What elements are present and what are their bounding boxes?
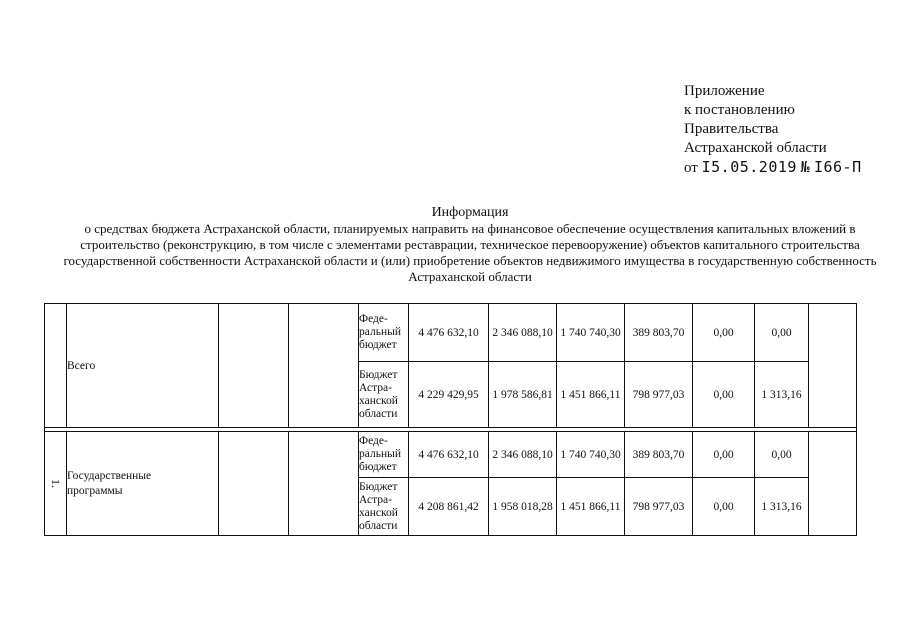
value-cell: 0,00: [755, 432, 809, 478]
funding-source: Бюджет Астра-ханской области: [359, 362, 409, 428]
approval-line-2: к постановлению: [684, 102, 795, 118]
row-index: [45, 304, 67, 428]
document-title: Информация: [431, 205, 509, 220]
empty-cell: [219, 432, 289, 536]
funding-source: Бюджет Астра-ханской области: [359, 478, 409, 536]
value-cell: 1 313,16: [755, 478, 809, 536]
value-cell: 1 740 740,30: [557, 432, 625, 478]
document-heading: [62, 205, 878, 285]
approval-number-sign: №: [800, 158, 811, 176]
row-label: Всего: [67, 304, 219, 428]
value-cell: 4 208 861,42: [409, 478, 489, 536]
document-subtitle: о средствах бюджета Астраханской области, планируемых направить на финансовое обеспечение осуществления капитальных вложений в строительство (реконструкцию, в том числе с элементами реставрации, техническое перевооружение) объектов капитального строительства государственной собственности Астраханской области и (или) приобретение объектов недвижимого имущества в государственную собственность Астраханской области: [63, 221, 877, 284]
approval-number: I66-П: [813, 158, 862, 176]
empty-cell: [289, 304, 359, 428]
value-cell: 2 346 088,10: [489, 432, 557, 478]
value-cell: 4 229 429,95: [409, 362, 489, 428]
value-cell: 1 313,16: [755, 362, 809, 428]
row-label-text: Государственные программы: [67, 469, 152, 497]
value-cell: 4 476 632,10: [409, 304, 489, 362]
value-cell: 798 977,03: [625, 362, 693, 428]
value-cell: 0,00: [755, 304, 809, 362]
value-cell: 1 451 866,11: [557, 478, 625, 536]
approval-line-4: Астраханской области: [684, 140, 827, 156]
budget-table: [44, 303, 857, 536]
row-index-text: 1.: [49, 479, 63, 488]
value-cell: 1 740 740,30: [557, 304, 625, 362]
approval-date: I5.05.2019: [701, 158, 797, 176]
value-cell: 1 978 586,81: [489, 362, 557, 428]
value-cell: 1 451 866,11: [557, 362, 625, 428]
value-cell: 389 803,70: [625, 304, 693, 362]
empty-cell: [809, 304, 857, 428]
value-cell: 0,00: [693, 478, 755, 536]
value-cell: 0,00: [693, 432, 755, 478]
funding-source: Феде-ральный бюджет: [359, 432, 409, 478]
value-cell: 389 803,70: [625, 432, 693, 478]
value-cell: 2 346 088,10: [489, 304, 557, 362]
approval-line-3: Правительства: [684, 121, 779, 137]
approval-line-1: Приложение: [684, 83, 765, 99]
table-row: [45, 432, 857, 478]
funding-source: Феде-ральный бюджет: [359, 304, 409, 362]
approval-date-prefix: от: [684, 160, 698, 176]
value-cell: 798 977,03: [625, 478, 693, 536]
empty-cell: [289, 432, 359, 536]
row-label: [67, 432, 219, 536]
table-row: [45, 304, 857, 362]
row-index: [45, 432, 67, 536]
value-cell: 4 476 632,10: [409, 432, 489, 478]
empty-cell: [219, 304, 289, 428]
empty-cell: [809, 432, 857, 536]
approval-date-line: [684, 158, 862, 178]
value-cell: 0,00: [693, 362, 755, 428]
approval-block: [684, 82, 862, 178]
value-cell: 1 958 018,28: [489, 478, 557, 536]
value-cell: 0,00: [693, 304, 755, 362]
